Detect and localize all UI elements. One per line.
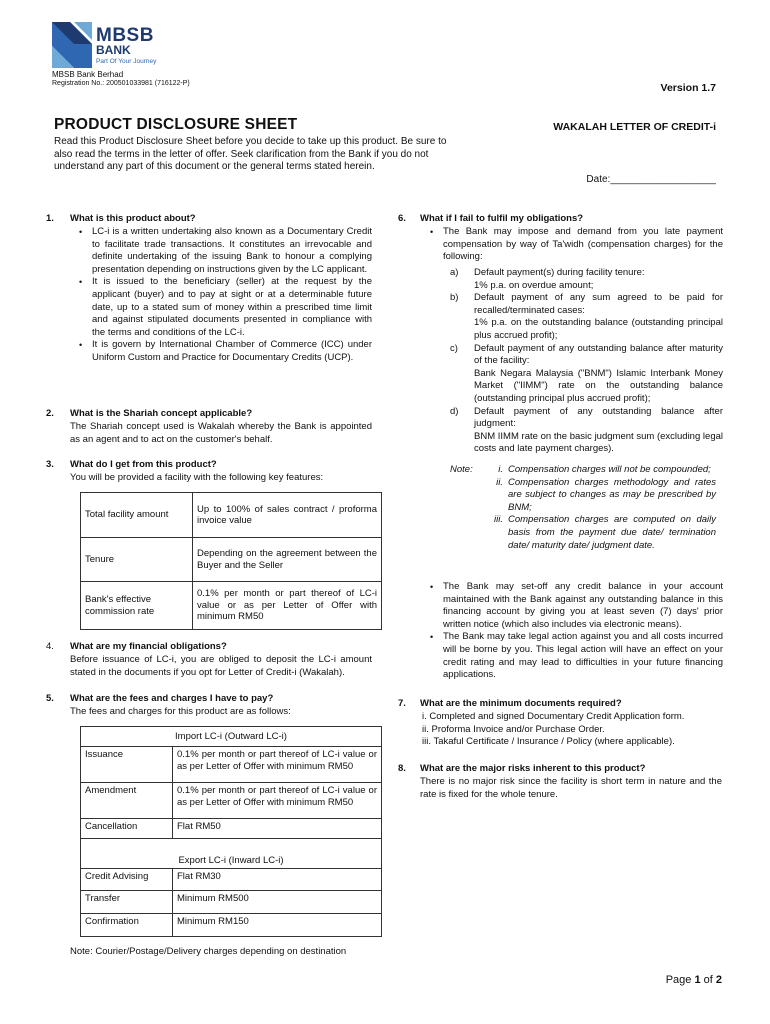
charge-title: Default payment of any sum agreed to be paid for recalled/terminated cases: bbox=[474, 292, 723, 316]
section-7-heading: What are the minimum documents required? bbox=[420, 698, 622, 709]
section-8-body: There is no major risk since the facility is short term in nature and the rate is fixed for the whole tenure. bbox=[420, 776, 722, 800]
charge-letter: b) bbox=[450, 292, 459, 304]
table-cell-value bbox=[193, 493, 382, 538]
section-6-bullet-1 bbox=[443, 226, 723, 264]
charge-letter: d) bbox=[450, 405, 459, 417]
charge-letter: c) bbox=[450, 342, 458, 354]
charge-title: Default payment of any outstanding balance after maturity of the facility: bbox=[474, 342, 723, 367]
table-row bbox=[81, 783, 382, 819]
table-cell-label bbox=[81, 783, 173, 819]
table-row bbox=[81, 538, 382, 582]
section-3-number: 3. bbox=[46, 459, 54, 470]
table-cell-label bbox=[81, 747, 173, 783]
section-3-body: You will be provided a facility with the following key features: bbox=[70, 472, 324, 483]
feature-label: Total facility amount bbox=[85, 509, 169, 521]
charge-item-a bbox=[443, 267, 723, 292]
note-item bbox=[450, 514, 716, 552]
fee-label: Confirmation bbox=[85, 916, 139, 927]
table-cell-label bbox=[81, 869, 173, 891]
list-item: • It is govern by International Chamber of Commerce (ICC) under Uniform Custom and Practice for Documentary Credits (UCP). bbox=[92, 339, 372, 364]
list-item: iii. Takaful Certificate / Insurance / Policy (where applicable). bbox=[422, 736, 675, 748]
logo-tagline: Part Of Your Journey bbox=[96, 58, 157, 65]
charge-item-d bbox=[443, 406, 723, 456]
table-cell-value bbox=[173, 869, 382, 891]
fee-label: Transfer bbox=[85, 893, 121, 904]
fee-label: Issuance bbox=[85, 749, 124, 760]
note-text: Compensation charges methodology and rates are subject to changes as may be prescribed by BNM; bbox=[508, 476, 716, 513]
section-4-number: 4. bbox=[46, 641, 54, 652]
fee-label: Cancellation bbox=[85, 821, 138, 832]
charge-title: Default payment(s) during facility tenure: bbox=[474, 267, 645, 278]
product-name: WAKALAH LETTER OF CREDIT-i bbox=[553, 121, 716, 133]
fee-value: Minimum RM150 bbox=[177, 916, 249, 927]
table-cell-value bbox=[173, 891, 382, 914]
section-6-heading: What if I fail to fulfil my obligations? bbox=[420, 213, 584, 224]
note-roman: ii. bbox=[496, 476, 503, 488]
feature-label: Tenure bbox=[85, 553, 115, 565]
section-8-number: 8. bbox=[398, 763, 406, 774]
table-cell-label bbox=[81, 819, 173, 839]
note-text: Compensation charges will not be compounded; bbox=[508, 464, 711, 475]
table-row bbox=[81, 869, 382, 891]
section-6-bullets-2 bbox=[443, 581, 723, 682]
list-item: ii. Proforma Invoice and/or Purchase Order. bbox=[422, 723, 605, 735]
section-2-number: 2. bbox=[46, 408, 54, 419]
list-item: • It is issued to the beneficiary (seller) at the request by the applicant (buyer) and to pay at sight or at a determinable future date, up to a stated sum of money within a prescribed time limit and against stipulated documents presented in compliance with the terms and conditions of the LC-i. bbox=[92, 276, 372, 339]
section-4-heading: What are my financial obligations? bbox=[70, 641, 227, 652]
fee-label: Amendment bbox=[85, 785, 137, 796]
section-2-body: The Shariah concept used is Wakalah whereby the Bank is appointed as an agent and to act on the customer's behalf. bbox=[70, 421, 372, 445]
version-label: Version 1.7 bbox=[660, 82, 716, 94]
charge-letter: a) bbox=[450, 267, 459, 278]
charge-detail: 1% p.a. on the outstanding balance (outstanding principal plus accrued profit); bbox=[474, 317, 723, 341]
page-current: 1 bbox=[694, 974, 701, 986]
feature-value: Depending on the agreement between the Buyer and the Seller bbox=[197, 548, 377, 571]
import-header bbox=[81, 727, 382, 747]
section-5-body: The fees and charges for this product are as follows: bbox=[70, 706, 291, 717]
fees-note: Note: Courier/Postage/Delivery charges depending on destination bbox=[70, 946, 347, 957]
logo bbox=[52, 22, 202, 72]
page-of: of bbox=[700, 974, 716, 986]
section-8-heading: What are the major risks inherent to this product? bbox=[420, 763, 646, 774]
page-title: PRODUCT DISCLOSURE SHEET bbox=[54, 116, 298, 133]
date-field: Date:___________________ bbox=[586, 174, 716, 185]
company-name: MBSB Bank Berhad bbox=[52, 70, 124, 79]
fee-value: 0.1% per month or part thereof of LC-i value or as per Letter of Offer with minimum RM50 bbox=[177, 749, 377, 772]
note-item bbox=[450, 464, 716, 477]
charge-item-b bbox=[443, 292, 723, 342]
page-number bbox=[600, 974, 722, 987]
section-6-number: 6. bbox=[398, 213, 406, 224]
fee-value: 0.1% per month or part thereof of LC-i value or as per Letter of Offer with minimum RM50 bbox=[177, 785, 377, 808]
feature-label: Bank's effective commission rate bbox=[85, 594, 155, 617]
import-header-label: Import LC-i (Outward LC-i) bbox=[175, 730, 287, 742]
table-cell-value bbox=[173, 783, 382, 819]
table-row bbox=[81, 582, 382, 630]
feature-value: Up to 100% of sales contract / proforma invoice value bbox=[197, 503, 377, 526]
fee-label: Credit Advising bbox=[85, 871, 149, 882]
section-4-body: Before issuance of LC-i, you are obliged to deposit the LC-i amount stated in the documents if you opt for Letter of Credit-i (Wakalah). bbox=[70, 654, 372, 678]
export-header bbox=[81, 839, 382, 869]
table-cell-label bbox=[81, 891, 173, 914]
section-5-number: 5. bbox=[46, 693, 54, 704]
list-item: • The Bank may take legal action against you and all costs incurred will be borne by you. This legal action will have an effect on your credit rating and may lead to difficulties in your future financing applications. bbox=[443, 631, 723, 681]
table-cell-value bbox=[173, 819, 382, 839]
section-1-bullets bbox=[92, 226, 372, 365]
note-label: Note: bbox=[450, 464, 473, 475]
note-roman: i. bbox=[498, 464, 503, 475]
list-item: • LC-i is a written undertaking also known as a Documentary Credit to facilitate trade transactions. It constitutes an irrevocable and definite undertaking of the issuing Bank to honour a complying presentation depending on instructions given by the LC applicant. bbox=[92, 226, 372, 276]
table-cell-label bbox=[81, 493, 193, 538]
intro-text: Read this Product Disclosure Sheet before you decide to take up this product. Be sure to also read the terms in the letter of offer. Seek clarification from the Bank if you do not understand any part of this document or the general terms stated herein. bbox=[54, 136, 447, 173]
charge-item-c bbox=[443, 343, 723, 406]
fee-value: Flat RM50 bbox=[177, 821, 221, 832]
table-row bbox=[81, 747, 382, 783]
export-header-label: Export LC-i (Inward LC-i) bbox=[178, 854, 284, 866]
compensation-notes bbox=[450, 464, 716, 552]
table-cell-label bbox=[81, 582, 193, 630]
documents-list bbox=[422, 711, 722, 749]
note-roman: iii. bbox=[494, 514, 503, 526]
charge-detail: 1% p.a. on overdue amount; bbox=[474, 279, 594, 291]
table-row bbox=[81, 891, 382, 914]
section-1-number: 1. bbox=[46, 213, 54, 224]
section-1-heading: What is this product about? bbox=[70, 213, 196, 224]
list-item: i. Completed and signed Documentary Credit Application form. bbox=[422, 711, 685, 722]
logo-wordmark: MBSB bbox=[96, 25, 154, 46]
section-5-heading: What are the fees and charges I have to pay? bbox=[70, 693, 274, 704]
fee-value: Flat RM30 bbox=[177, 871, 221, 882]
page-total: 2 bbox=[715, 974, 722, 986]
fee-value: Minimum RM500 bbox=[177, 893, 249, 904]
list-item: • The Bank may set-off any credit balance in your account maintained with the Bank against any outstanding balance in this financing account by giving you at least seven (7) days' prior written notice (which also includes via electronic means). bbox=[443, 581, 723, 631]
table-row bbox=[81, 839, 382, 869]
section-3-heading: What do I get from this product? bbox=[70, 459, 217, 470]
note-item bbox=[450, 477, 716, 515]
charge-title: Default payment of any outstanding balance after judgment: bbox=[474, 405, 723, 430]
charge-detail: Bank Negara Malaysia ("BNM") Islamic Interbank Money Market ("IIMM") rate on the outstanding balance (outstanding principal plus accrued profit); bbox=[474, 367, 723, 404]
key-features-table bbox=[80, 492, 382, 630]
section-7-number: 7. bbox=[398, 698, 406, 709]
page-prefix: Page bbox=[665, 974, 695, 986]
charge-detail: BNM IIMM rate on the basic judgment sum (excluding legal costs and late payment charges). bbox=[474, 430, 723, 455]
table-cell-value bbox=[193, 538, 382, 582]
logo-bank-word: BANK bbox=[96, 43, 131, 57]
mbsb-logo-mark-icon bbox=[52, 22, 92, 68]
table-row bbox=[81, 914, 382, 937]
charges-list bbox=[443, 267, 723, 456]
table-row bbox=[81, 819, 382, 839]
table-cell-label bbox=[81, 538, 193, 582]
feature-value: 0.1% per month or part thereof of LC-i value or as per Letter of Offer with minimum RM50 bbox=[197, 588, 377, 623]
table-cell-value bbox=[173, 914, 382, 937]
table-row bbox=[81, 493, 382, 538]
table-cell-value bbox=[173, 747, 382, 783]
table-row bbox=[81, 727, 382, 747]
note-text: Compensation charges are computed on daily basis from the payment due date/ termination date/ maturity date/ judgment date. bbox=[508, 514, 716, 551]
fees-table bbox=[80, 726, 382, 937]
registration-number: Registration No.: 200501033981 (716122-P) bbox=[52, 80, 190, 87]
section-2-heading: What is the Shariah concept applicable? bbox=[70, 408, 253, 419]
table-cell-label bbox=[81, 914, 173, 937]
list-item: • The Bank may impose and demand from you late payment compensation by way of Ta'widh (compensation charges) for the following: bbox=[443, 226, 723, 264]
table-cell-value bbox=[193, 582, 382, 630]
